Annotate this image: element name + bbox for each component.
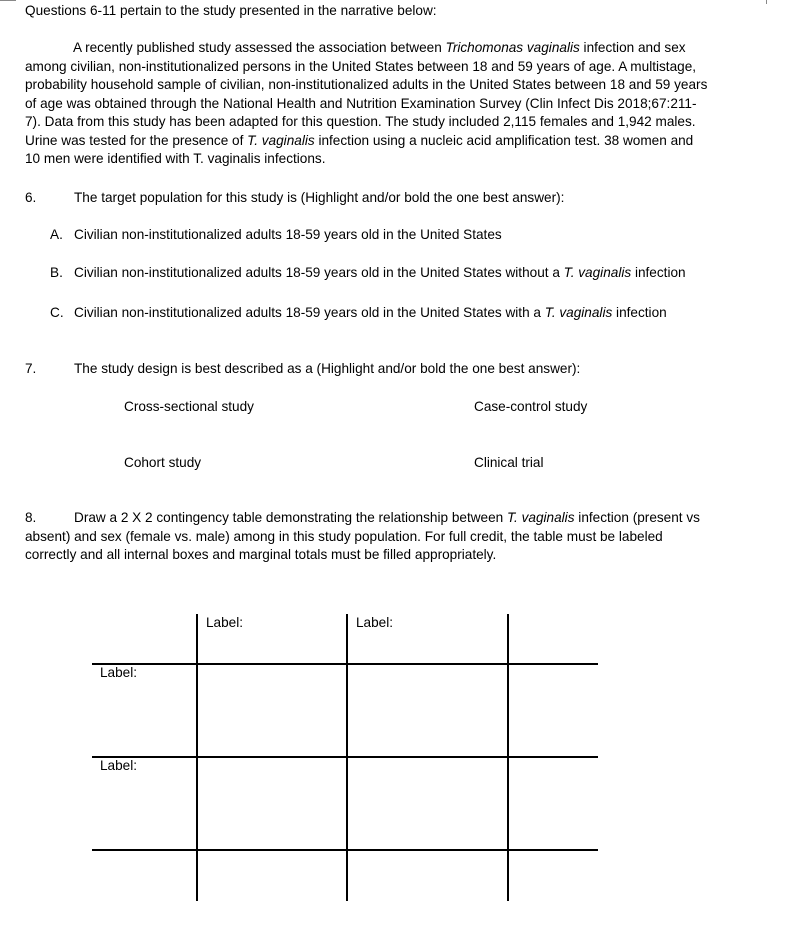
section-header: Questions 6-11 pertain to the study presented in the narrative below:: [25, 3, 437, 18]
table-cell-total-c2[interactable]: [348, 851, 507, 901]
q7-prompt: The study design is best described as a (Highlight and/or bold the one best answer):: [74, 361, 581, 376]
table-cell-r2c1[interactable]: [198, 758, 346, 849]
narrative-line-1: A recently published study assessed the association between Trichomonas vaginalis infection and sex: [73, 40, 686, 55]
narrative-line-5: 7). Data from this study has been adapted for this question. The study included 2,115 females and 1,942 males.: [25, 114, 696, 129]
table-column-label-2[interactable]: Label:: [356, 615, 394, 630]
narrative-paragraph: [25, 39, 740, 169]
q7-option-case-control[interactable]: Case-control study: [474, 399, 588, 414]
table-cell-r2-total[interactable]: [509, 758, 597, 849]
q7-option-cross-sectional[interactable]: Cross-sectional study: [124, 399, 254, 414]
narrative-line-2: among civilian, non-institutionalized persons in the United States between 18 and 59 years of age. A multistage,: [25, 58, 697, 74]
q6-option-c-letter: C.: [50, 305, 64, 320]
table-column-label-1[interactable]: Label:: [206, 615, 244, 630]
q8-line-3: correctly and all internal boxes and marginal totals must be filled appropriately.: [25, 547, 497, 562]
table-cell-r2c2[interactable]: [348, 758, 507, 849]
q6-option-b[interactable]: Civilian non-institutionalized adults 18-59 years old in the United States without a T. vaginalis infection: [74, 265, 686, 280]
narrative-line-6: Urine was tested for the presence of T. vaginalis infection using a nucleic acid amplification test. 38 women and: [25, 132, 694, 148]
table-cell-r1-total[interactable]: [509, 665, 597, 756]
q8-line-1: Draw a 2 X 2 contingency table demonstrating the relationship between T. vaginalis infection (present vs: [74, 510, 700, 525]
table-row-label-1[interactable]: Label:: [100, 665, 138, 680]
q6-number: 6.: [25, 190, 37, 205]
q6-option-a-letter: A.: [50, 227, 63, 242]
table-cell-r1c2[interactable]: [348, 665, 507, 756]
q6-option-a[interactable]: Civilian non-institutionalized adults 18-59 years old in the United States: [74, 227, 502, 242]
q7-number: 7.: [25, 361, 37, 376]
page-margin-mark: [766, 0, 767, 4]
page-top-border: [0, 0, 16, 1]
table-row-label-2[interactable]: Label:: [100, 758, 138, 773]
table-cell-total-c1[interactable]: [198, 851, 346, 901]
narrative-line-7: 10 men were identified with T. vaginalis infections.: [25, 151, 326, 166]
q7-option-clinical-trial[interactable]: Clinical trial: [474, 455, 544, 470]
narrative-line-4: of age was obtained through the National Health and Nutrition Examination Survey (Clin Infect Dis 2018;67:211-: [25, 95, 697, 111]
q7-option-cohort[interactable]: Cohort study: [124, 455, 202, 470]
q8-line-2: absent) and sex (female vs. male) among in this study population. For full credit, the table must be labeled: [25, 529, 663, 544]
q8-number: 8.: [25, 510, 37, 525]
table-cell-grand-total[interactable]: [509, 851, 597, 901]
narrative-line-3: probability household sample of civilian, non-institutionalized adults in the United States between 18 and 59 years: [25, 77, 708, 92]
q6-option-c[interactable]: Civilian non-institutionalized adults 18-59 years old in the United States with a T. vaginalis infection: [74, 305, 667, 320]
q6-prompt: The target population for this study is (Highlight and/or bold the one best answer):: [74, 190, 565, 205]
q6-option-b-letter: B.: [50, 265, 63, 280]
table-cell-r1c1[interactable]: [198, 665, 346, 756]
